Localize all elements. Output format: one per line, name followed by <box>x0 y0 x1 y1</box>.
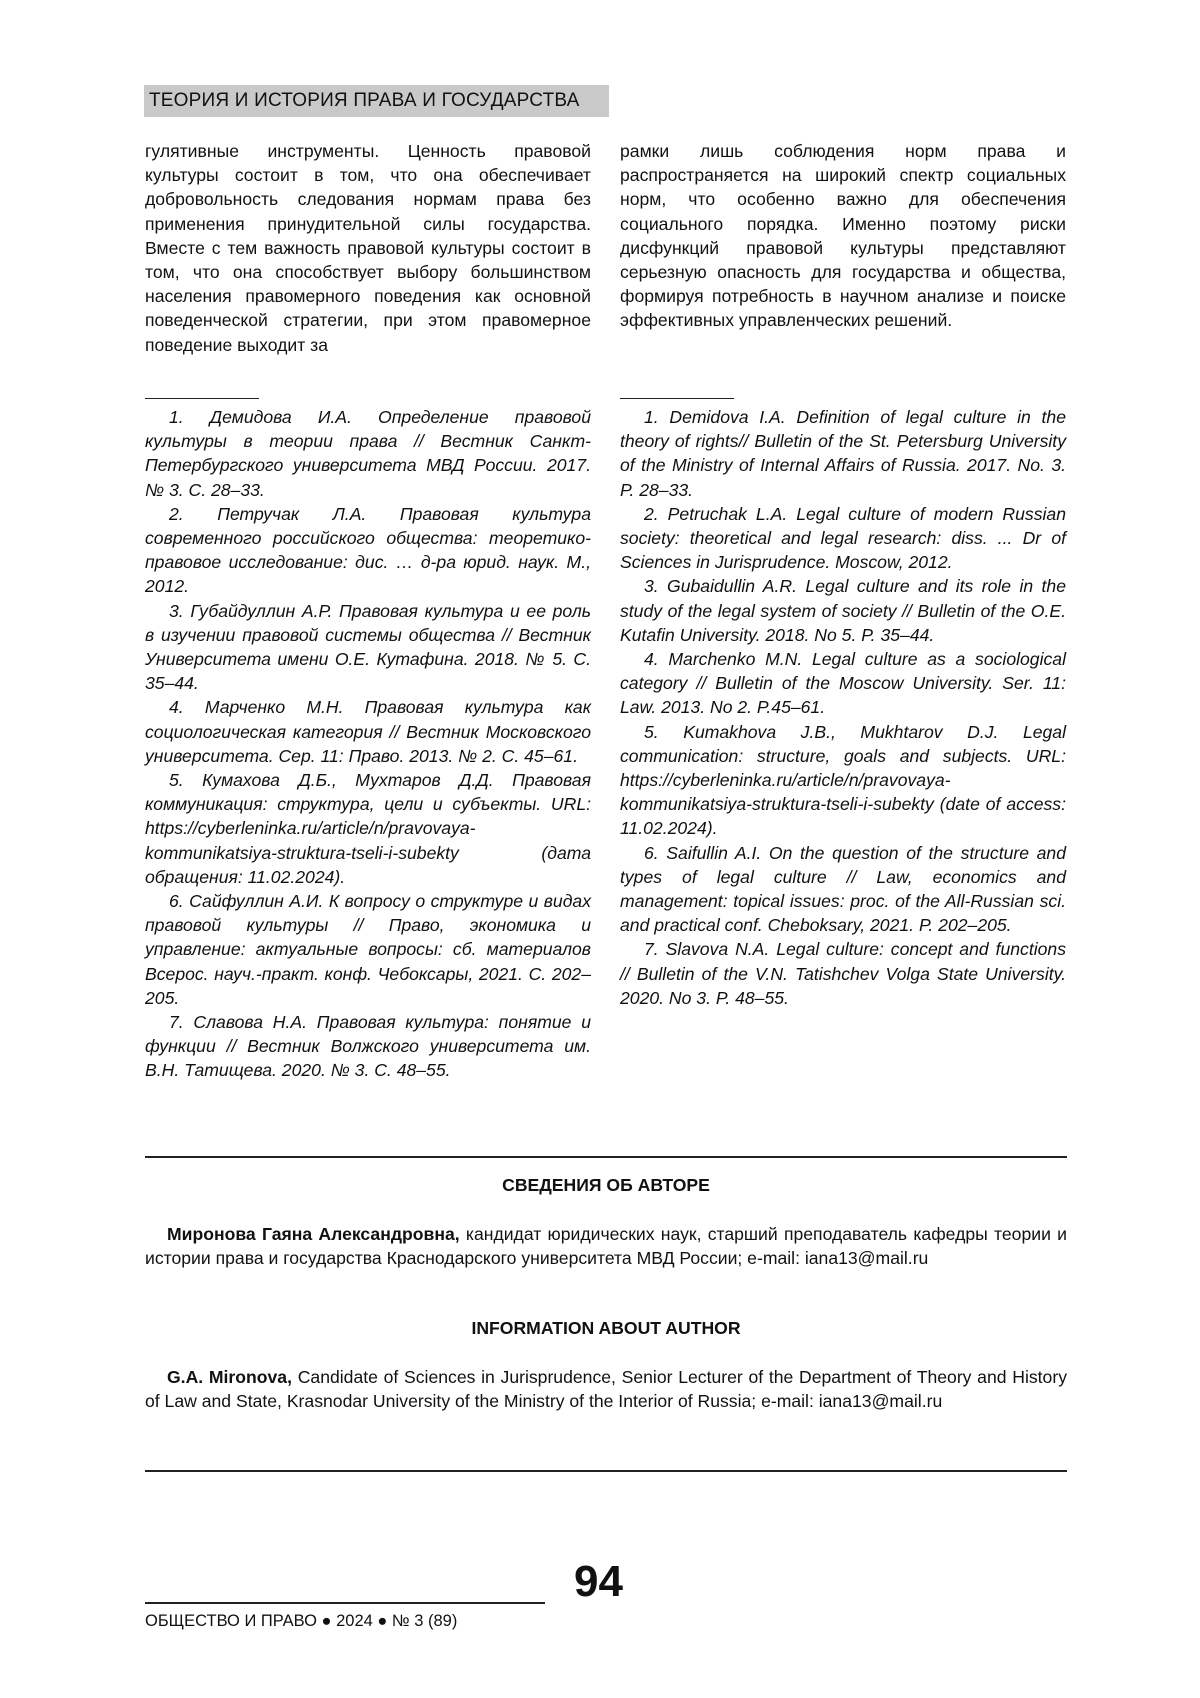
section-divider-top <box>145 1156 1067 1158</box>
footer-rule <box>145 1602 545 1604</box>
section-divider-bottom <box>145 1470 1067 1472</box>
reference-item: 7. Славова Н.А. Правовая культура: понятие и функции // Вестник Волжского университета им. В.Н. Татищева. 2020. № 3. С. 48–55. <box>145 1012 591 1081</box>
reference-item: 3. Губайдуллин А.Р. Правовая культура и ее роль в изучении правовой системы общества // Вестник Университета имени О.Е. Кутафина. 2018. № 5. С. 35–44. <box>145 600 591 694</box>
reference-item: 1. Demidova I.A. Definition of legal culture in the theory of rights// Bulletin of the St. Petersburg University of the Ministry of Internal Affairs of Russia. 2017. No. 3. P. 28–33. <box>620 407 1066 500</box>
reference-item: 7. Slavova N.A. Legal culture: concept and functions // Bulletin of the V.N. Tatishchev Volga State University. 2020. No 3. P. 48–55. <box>620 939 1066 1008</box>
reference-item: 5. Kumakhova J.B., Mukhtarov D.J. Legal communication: structure, goals and subjects. URL: https://cyberleninka.ru/article/n/pravovaya-kommunikatsiya-struktura-tseli-i-subekty (date of access: 11.02.2024). <box>620 721 1066 839</box>
footnote-rule-left <box>145 398 259 399</box>
reference-item: 2. Петручак Л.А. Правовая культура современного российского общества: теоретико-правовое исследование: дис. … д-ра юрид. наук. М., 2012. <box>145 503 591 597</box>
references-en <box>620 405 1066 1010</box>
reference-item: 4. Marchenko M.N. Legal culture as a sociological category // Bulletin of the Moscow University. Ser. 11: Law. 2013. No 2. P.45–61. <box>620 649 1066 718</box>
author-heading-en: INFORMATION ABOUT AUTHOR <box>471 1318 741 1338</box>
reference-item: 6. Saifullin A.I. On the question of the structure and types of legal culture // Law, economics and management: topical issues: proc. of the All-Russian sci. and practical conf. Cheboksary, 2021. P. 202–205. <box>620 842 1066 936</box>
author-details-ru: кандидат юридических наук, старший преподаватель кафедры теории и истории права и государства Краснодарского университета МВД России; e-mail: iana13@mail.ru <box>145 1224 1067 1269</box>
author-info-en <box>145 1365 1067 1413</box>
body-paragraph-right: рамки лишь соблюдения норм права и распространяется на широкий спектр социальных норм, что особенно важно для обеспечения социального порядка. Именно поэтому риски дисфункций правовой культуры представляют серьезную опасность для государства и общества, формируя потребность в научном анализе и поиске эффективных управленческих решений. <box>620 141 1066 331</box>
author-name-en: G.A. Mironova, <box>167 1367 292 1387</box>
reference-item: 6. Сайфуллин А.И. К вопросу о структуре и видах правовой культуры // Право, экономика и управление: актуальные вопросы: сб. материалов Всерос. науч.-практ. конф. Чебоксары, 2021. С. 202–205. <box>145 891 591 1008</box>
reference-item: 5. Кумахова Д.Б., Мухтаров Д.Д. Правовая коммуникация: структура, цели и субъекты. URL: https://cyberleninka.ru/article/n/pravovaya-kommunikatsiya-struktura-tseli-i-subekty (дата обращения: 11.02.2024). <box>145 770 591 887</box>
author-name-ru: Миронова Гаяна Александровна, <box>167 1224 460 1244</box>
running-header-title: ТЕОРИЯ И ИСТОРИЯ ПРАВА И ГОСУДАРСТВА <box>149 90 580 111</box>
body-paragraph-left: гулятивные инструменты. Ценность правовой культуры состоит в том, что она обеспечивает добровольность следования нормам права без применения принудительной силы государства. Вместе с тем важность правовой культуры состоит в том, что она способствует выбору большинством населения правомерного поведения как основной поведенческой стратегии, при этом правомерное поведение выходит за <box>145 141 591 355</box>
footnote-rule-right <box>620 398 734 399</box>
author-info-ru <box>145 1222 1067 1270</box>
journal-issue-line: ОБЩЕСТВО И ПРАВО ● 2024 ● № 3 (89) <box>145 1612 458 1630</box>
reference-item: 2. Petruchak L.A. Legal culture of modern Russian society: theoretical and legal research: diss. ... Dr of Sciences in Jurisprudence. Moscow, 2012. <box>620 503 1066 573</box>
author-heading-ru: СВЕДЕНИЯ ОБ АВТОРЕ <box>502 1175 710 1195</box>
reference-item: 4. Марченко М.Н. Правовая культура как социологическая категория // Вестник Московского университета. Сер. 11: Право. 2013. № 2. С. 45–61. <box>145 697 591 766</box>
references-ru <box>145 405 591 1083</box>
reference-item: 3. Gubaidullin A.R. Legal culture and its role in the study of the legal system of society // Bulletin of the O.E. Kutafin University. 2018. No 5. P. 35–44. <box>620 576 1066 645</box>
author-details-en: Candidate of Sciences in Jurisprudence, Senior Lecturer of the Department of Theory and History of Law and State, Krasnodar University of the Ministry of the Interior of Russia; e-mail: iana13@mail.ru <box>145 1367 1067 1412</box>
reference-item: 1. Демидова И.А. Определение правовой культуры в теории права // Вестник Санкт-Петербургского университета МВД России. 2017. № 3. С. 28–33. <box>145 407 591 500</box>
page-number: 94 <box>574 1557 623 1606</box>
